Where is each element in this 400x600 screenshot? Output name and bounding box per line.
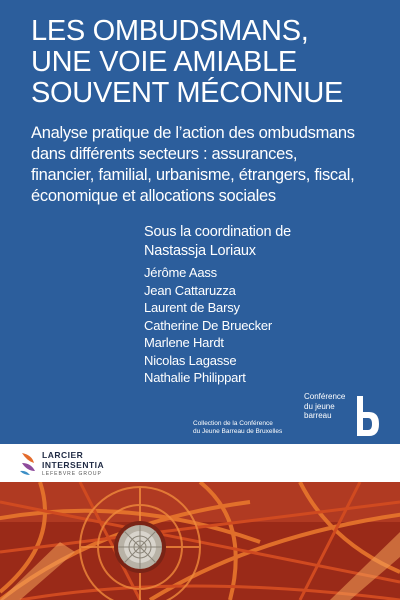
- collection-note: [193, 420, 282, 436]
- coordination-label: Sous la coordination de: [144, 224, 291, 240]
- logo-text-line: barreau: [304, 411, 332, 420]
- publisher-group: LEFEBVRE GROUP: [42, 471, 102, 477]
- publisher-logo: [12, 444, 126, 482]
- jeune-barreau-logo: [304, 392, 380, 438]
- collection-line: Collection de la Conférence: [193, 420, 273, 427]
- cover-photo: [0, 482, 400, 600]
- coordinator-name: Nastassja Loriaux: [144, 242, 256, 259]
- author-name: Nicolas Lagasse: [144, 352, 237, 368]
- author-list: [144, 264, 272, 387]
- collection-line: du Jeune Barreau de Bruxelles: [193, 428, 283, 435]
- book-subtitle: [31, 123, 386, 207]
- jeune-barreau-b-logo-icon: [356, 396, 380, 436]
- title-line: LES OMBUDSMANS,: [31, 15, 309, 47]
- subtitle-line: Analyse pratique de l’action des ombudsmans: [31, 124, 355, 142]
- jeune-barreau-logo-text: [304, 392, 345, 421]
- author-name: Nathalie Philippart: [144, 370, 246, 385]
- coordination: [144, 223, 291, 260]
- logo-text-line: du jeune: [304, 401, 335, 411]
- title-line: UNE VOIE AMIABLE: [31, 46, 297, 78]
- logo-text-line: Conférence: [304, 392, 346, 401]
- author-name: Laurent de Barsy: [144, 300, 240, 315]
- subtitle-line: dans différents secteurs : assurances,: [31, 145, 298, 163]
- author-name: Jérôme Aass: [144, 265, 217, 280]
- author-name: Jean Cattaruzza: [144, 282, 236, 298]
- author-name: Catherine De Bruecker: [144, 317, 273, 333]
- publisher-name-1: LARCIER: [42, 450, 84, 460]
- author-name: Marlene Hardt: [144, 335, 224, 350]
- book-title: [31, 16, 381, 109]
- title-line: SOUVENT MÉCONNUE: [31, 77, 344, 109]
- subtitle-line: économique et allocations sociales: [31, 187, 276, 205]
- publisher-name-2: INTERSENTIA: [42, 460, 105, 470]
- publisher-logo-mark-icon: [18, 451, 38, 475]
- subtitle-line: financier, familial, urbanisme, étrangers, fiscal,: [31, 166, 355, 184]
